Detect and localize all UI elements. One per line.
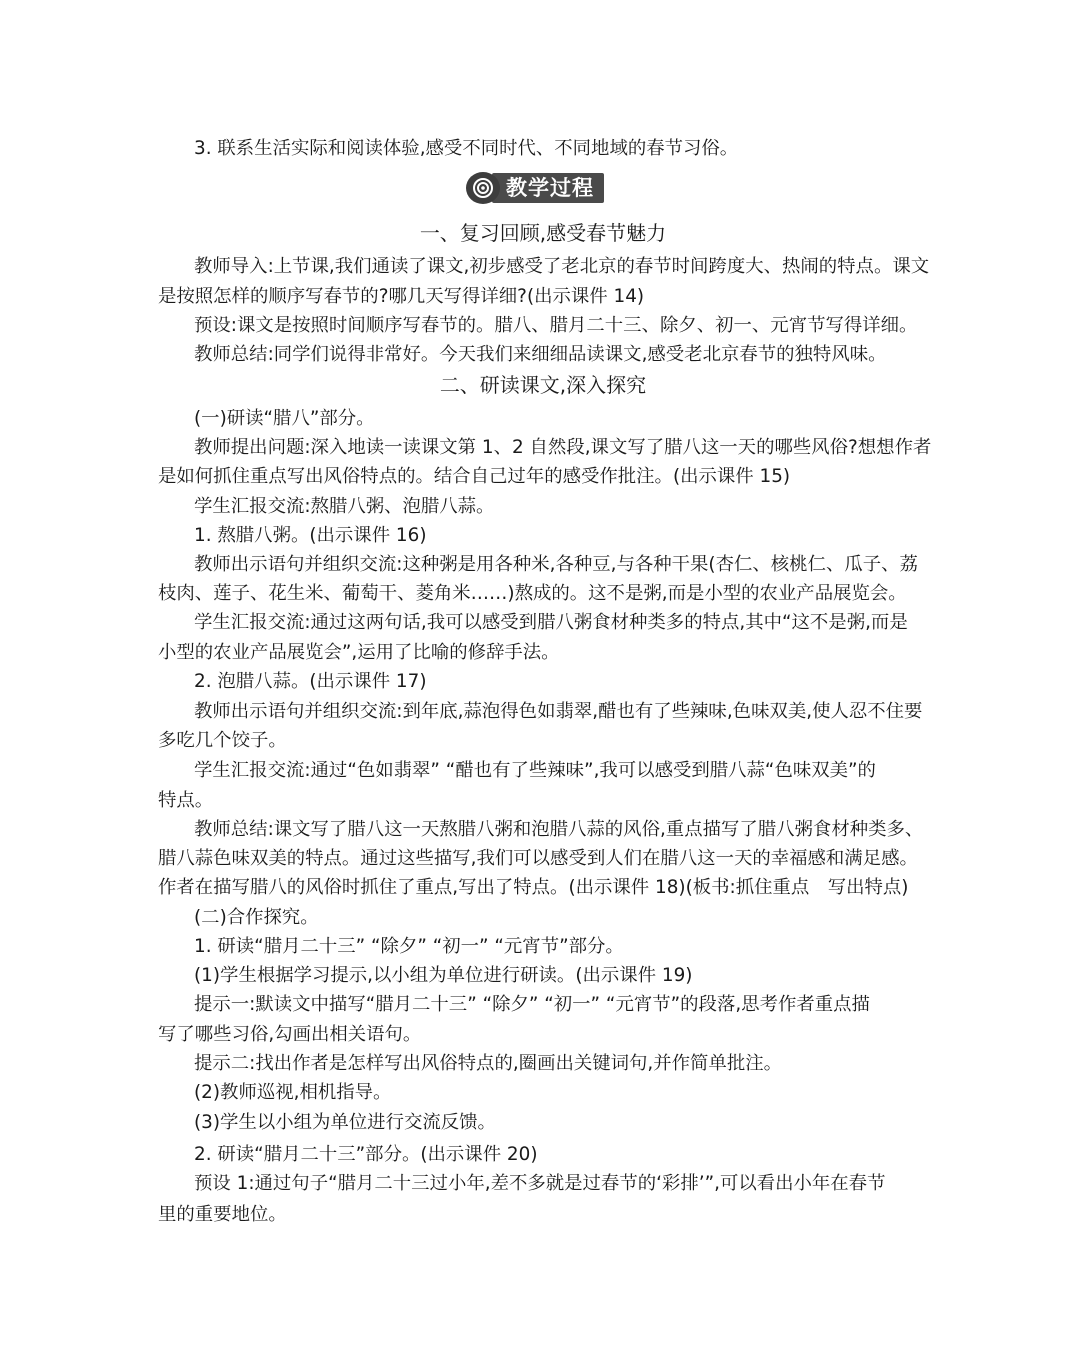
banner-title: 教学过程 bbox=[492, 173, 604, 203]
paragraph-line: 教师总结:课文写了腊八这一天熬腊八粥和泡腊八蒜的风俗,重点描写了腊八粥食材种类多、 bbox=[194, 819, 924, 840]
list-item: 2. 泡腊八蒜。(出示课件 17) bbox=[194, 671, 427, 692]
section-heading-2: 二、研读课文,深入探究 bbox=[439, 373, 647, 397]
paragraph-line: 多吃几个饺子。 bbox=[158, 730, 287, 751]
subheading: (一)研读“腊八”部分。 bbox=[194, 408, 375, 429]
paragraph-line: 教师出示语句并组织交流:这种粥是用各种米,各种豆,与各种干果(杏仁、核桃仁、瓜子、荔 bbox=[194, 554, 918, 575]
paragraph-line: 是按照怎样的顺序写春节的?哪几天写得详细?(出示课件 14) bbox=[158, 286, 645, 307]
paragraph-line: 学生汇报交流:通过“色如翡翠” “醋也有了些辣味”,我可以感受到腊八蒜“色味双美”的 bbox=[194, 760, 876, 781]
paragraph-line: 特点。 bbox=[158, 790, 214, 811]
list-item: (3)学生以小组为单位进行交流反馈。 bbox=[194, 1112, 496, 1133]
paragraph-line: 腊八蒜色味双美的特点。通过这些描写,我们可以感受到人们在腊八这一天的幸福感和满足感。 bbox=[158, 848, 918, 869]
paragraph-line: 是如何抓住重点写出风俗特点的。结合自己过年的感受作批注。(出示课件 15) bbox=[158, 466, 791, 487]
paragraph-line: 学生汇报交流:通过这两句话,我可以感受到腊八粥食材种类多的特点,其中“这不是粥,而是 bbox=[194, 612, 908, 633]
list-item: 1. 研读“腊月二十三” “除夕” “初一” “元宵节”部分。 bbox=[194, 936, 624, 957]
objective-line: 3. 联系生活实际和阅读体验,感受不同时代、不同地域的春节习俗。 bbox=[194, 138, 739, 159]
paragraph-line: 教师导入:上节课,我们通读了课文,初步感受了老北京的春节时间跨度大、热闹的特点。课文 bbox=[194, 256, 930, 277]
paragraph-line: 写了哪些习俗,勾画出相关语句。 bbox=[158, 1024, 422, 1045]
section-banner bbox=[466, 172, 604, 204]
paragraph-line: 提示二:找出作者是怎样写出风俗特点的,圈画出关键词句,并作简单批注。 bbox=[194, 1053, 782, 1074]
target-icon bbox=[466, 172, 500, 204]
paragraph-line: 枝肉、莲子、花生米、葡萄干、菱角米……)熬成的。这不是粥,而是小型的农业产品展览会。 bbox=[158, 583, 907, 604]
section-heading-1: 一、复习回顾,感受春节魅力 bbox=[419, 221, 667, 245]
list-item: (1)学生根据学习提示,以小组为单位进行研读。(出示课件 19) bbox=[194, 965, 693, 986]
paragraph-line: 作者在描写腊八的风俗时抓住了重点,写出了特点。(出示课件 18)(板书:抓住重点 写出特点) bbox=[158, 877, 909, 898]
list-item: 2. 研读“腊月二十三”部分。(出示课件 20) bbox=[194, 1144, 538, 1165]
list-item: (2)教师巡视,相机指导。 bbox=[194, 1082, 392, 1103]
paragraph-line: 学生汇报交流:熬腊八粥、泡腊八蒜。 bbox=[194, 496, 495, 517]
list-item: 1. 熬腊八粥。(出示课件 16) bbox=[194, 525, 427, 546]
paragraph-line: 小型的农业产品展览会”,运用了比喻的修辞手法。 bbox=[158, 642, 560, 663]
subheading: (二)合作探究。 bbox=[194, 907, 319, 928]
paragraph-line: 教师提出问题:深入地读一读课文第 1、2 自然段,课文写了腊八这一天的哪些风俗?想想作者 bbox=[194, 437, 932, 458]
paragraph-line: 教师出示语句并组织交流:到年底,蒜泡得色如翡翠,醋也有了些辣味,色味双美,使人忍不住要 bbox=[194, 701, 923, 722]
paragraph-line: 提示一:默读文中描写“腊月二十三” “除夕” “初一” “元宵节”的段落,思考作者重点描 bbox=[194, 994, 870, 1015]
paragraph-line: 教师总结:同学们说得非常好。今天我们来细细品读课文,感受老北京春节的独特风味。 bbox=[194, 344, 887, 365]
paragraph-line: 预设:课文是按照时间顺序写春节的。腊八、腊月二十三、除夕、初一、元宵节写得详细。 bbox=[194, 315, 918, 336]
paragraph-line: 里的重要地位。 bbox=[158, 1204, 287, 1225]
paragraph-line: 预设 1:通过句子“腊月二十三过小年,差不多就是过春节的‘彩排’”,可以看出小年在春节 bbox=[194, 1173, 886, 1194]
